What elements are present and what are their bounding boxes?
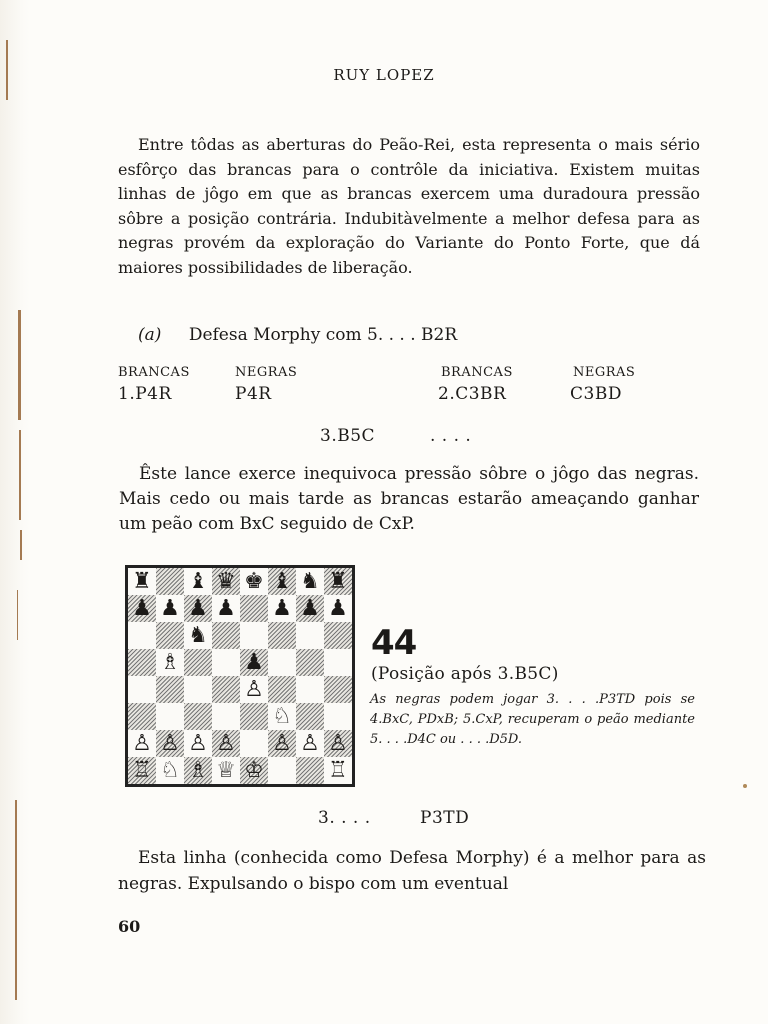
- chess-piece: ♕: [216, 757, 236, 783]
- board-square: [184, 649, 212, 676]
- board-square: [128, 757, 156, 784]
- move-2-white: 2.C3BR: [438, 384, 507, 404]
- comment-paragraph-1: Êste lance exerce inequivoca pressão sôbre o jôgo das negras. Mais cedo ou mais tarde as brancas estarão ameaçando ganhar um peão com BxC seguido de CxP.: [119, 464, 699, 534]
- chess-piece: ♟: [216, 595, 236, 621]
- board-square: [324, 676, 352, 703]
- board-square: [212, 757, 240, 784]
- chess-piece: ♙: [244, 676, 264, 702]
- board-square: [128, 730, 156, 757]
- board-square: [156, 649, 184, 676]
- board-square: [184, 730, 212, 757]
- chess-piece: ♞: [300, 568, 320, 594]
- diagram-note: As negras podem jogar 3. . . .P3TD pois se 4.BxC, PDxB; 5.CxP, recuperam o peão mediante 5. . . .D4C ou . . . .D5D.: [370, 692, 695, 747]
- chess-piece: ♝: [188, 568, 208, 594]
- board-square: [128, 703, 156, 730]
- col-header-white-2: BRANCAS: [441, 365, 513, 380]
- chess-piece: ♙: [328, 730, 348, 756]
- col-header-black-2: NEGRAS: [573, 365, 636, 380]
- chess-piece: ♔: [244, 757, 264, 783]
- intro-paragraph: Entre tôdas as aberturas do Peão-Rei, esta representa o mais sério esfôrço das brancas para o contrôle da iniciativa. Existem muitas linhas de jôgo em que as brancas exercem uma duradoura pressão sôbre a posição contrária. Indubitàvelmente a melhor defesa para as negras provém da exploração do Variante do Ponto Forte, que dá maiores possibilidades de liberação.: [118, 135, 700, 277]
- board-square: [128, 649, 156, 676]
- board-square: [268, 568, 296, 595]
- board-square: [296, 622, 324, 649]
- variation-title: Defesa Morphy com 5. . . . B2R: [188, 325, 458, 345]
- chess-piece: ♟: [300, 595, 320, 621]
- chess-piece: ♟: [244, 649, 264, 675]
- chess-piece: ♙: [160, 730, 180, 756]
- comment-paragraph-2: Esta linha (conhecida como Defesa Morphy) é a melhor para as negras. Expulsando o bispo com um eventual: [118, 848, 706, 894]
- board-square: [240, 730, 268, 757]
- board-square: [296, 568, 324, 595]
- reply-move: P3TD: [420, 808, 470, 828]
- ink-speck: [743, 784, 747, 788]
- board-square: [212, 649, 240, 676]
- diagram-caption: (Posição após 3.B5C): [371, 664, 559, 684]
- board-square: [184, 676, 212, 703]
- board-square: [212, 568, 240, 595]
- board-square: [212, 622, 240, 649]
- page-number: 60: [118, 917, 141, 936]
- board-square: [296, 703, 324, 730]
- chess-piece: ♙: [216, 730, 236, 756]
- chess-piece: ♚: [244, 568, 264, 594]
- board-square: [324, 703, 352, 730]
- board-square: [240, 676, 268, 703]
- board-square: [324, 649, 352, 676]
- board-square: [268, 757, 296, 784]
- board-square: [156, 568, 184, 595]
- diagram-number: 44: [371, 623, 417, 663]
- board-square: [296, 757, 324, 784]
- chess-piece: ♗: [160, 649, 180, 675]
- board-square: [296, 595, 324, 622]
- board-square: [268, 730, 296, 757]
- chess-piece: ♜: [132, 568, 152, 594]
- board-square: [156, 703, 184, 730]
- binding-mark: [17, 590, 18, 640]
- col-header-white-1: BRANCAS: [118, 365, 190, 380]
- chess-piece: ♟: [188, 595, 208, 621]
- binding-mark: [15, 800, 17, 1000]
- reply-move-number: 3. . . .: [318, 808, 371, 828]
- board-square: [184, 703, 212, 730]
- move-2-black: C3BD: [570, 384, 622, 404]
- binding-mark: [18, 310, 21, 420]
- board-square: [296, 649, 324, 676]
- chess-piece: ♖: [132, 757, 152, 783]
- board-square: [240, 622, 268, 649]
- chess-piece: ♙: [132, 730, 152, 756]
- chess-piece: ♝: [272, 568, 292, 594]
- chess-piece: ♗: [188, 757, 208, 783]
- variation-letter: (a): [138, 325, 162, 345]
- board-square: [268, 595, 296, 622]
- board-square: [128, 676, 156, 703]
- board-square: [212, 595, 240, 622]
- chess-piece: ♙: [272, 730, 292, 756]
- binding-mark: [20, 530, 22, 560]
- board-square: [128, 622, 156, 649]
- board-square: [268, 649, 296, 676]
- board-square: [212, 730, 240, 757]
- board-square: [296, 676, 324, 703]
- chess-piece: ♖: [328, 757, 348, 783]
- board-square: [184, 595, 212, 622]
- board-square: [296, 730, 324, 757]
- move-3-white: 3.B5C: [320, 426, 376, 446]
- board-square: [240, 703, 268, 730]
- page-header: RUY LOPEZ: [333, 66, 435, 84]
- chess-piece: ♙: [188, 730, 208, 756]
- col-header-black-1: NEGRAS: [235, 365, 298, 380]
- board-square: [268, 703, 296, 730]
- move-3-black: . . . .: [430, 426, 472, 446]
- board-square: [212, 703, 240, 730]
- chess-piece: ♘: [160, 757, 180, 783]
- board-square: [268, 676, 296, 703]
- chess-board: [125, 565, 355, 787]
- board-square: [184, 757, 212, 784]
- board-square: [156, 730, 184, 757]
- board-square: [240, 649, 268, 676]
- board-square: [128, 568, 156, 595]
- chess-piece: ♙: [300, 730, 320, 756]
- board-square: [324, 595, 352, 622]
- board-square: [240, 757, 268, 784]
- chess-piece: ♟: [272, 595, 292, 621]
- binding-mark: [19, 430, 21, 520]
- book-binding: [0, 0, 30, 1024]
- move-1-black: P4R: [235, 384, 272, 404]
- board-square: [184, 622, 212, 649]
- variation-heading: [138, 325, 457, 345]
- board-square: [212, 676, 240, 703]
- board-square: [324, 568, 352, 595]
- board-square: [240, 595, 268, 622]
- chess-piece: ♞: [188, 622, 208, 648]
- move-1-white: 1.P4R: [118, 384, 172, 404]
- chess-piece: ♟: [328, 595, 348, 621]
- board-square: [240, 568, 268, 595]
- board-square: [156, 676, 184, 703]
- chess-piece: ♛: [216, 568, 236, 594]
- board-square: [324, 757, 352, 784]
- chess-piece: ♟: [132, 595, 152, 621]
- board-square: [324, 622, 352, 649]
- board-square: [156, 757, 184, 784]
- chess-piece: ♘: [272, 703, 292, 729]
- board-square: [324, 730, 352, 757]
- board-square: [184, 568, 212, 595]
- board-square: [128, 595, 156, 622]
- chess-piece: ♜: [328, 568, 348, 594]
- board-square: [268, 622, 296, 649]
- board-square: [156, 622, 184, 649]
- chess-piece: ♟: [160, 595, 180, 621]
- board-square: [156, 595, 184, 622]
